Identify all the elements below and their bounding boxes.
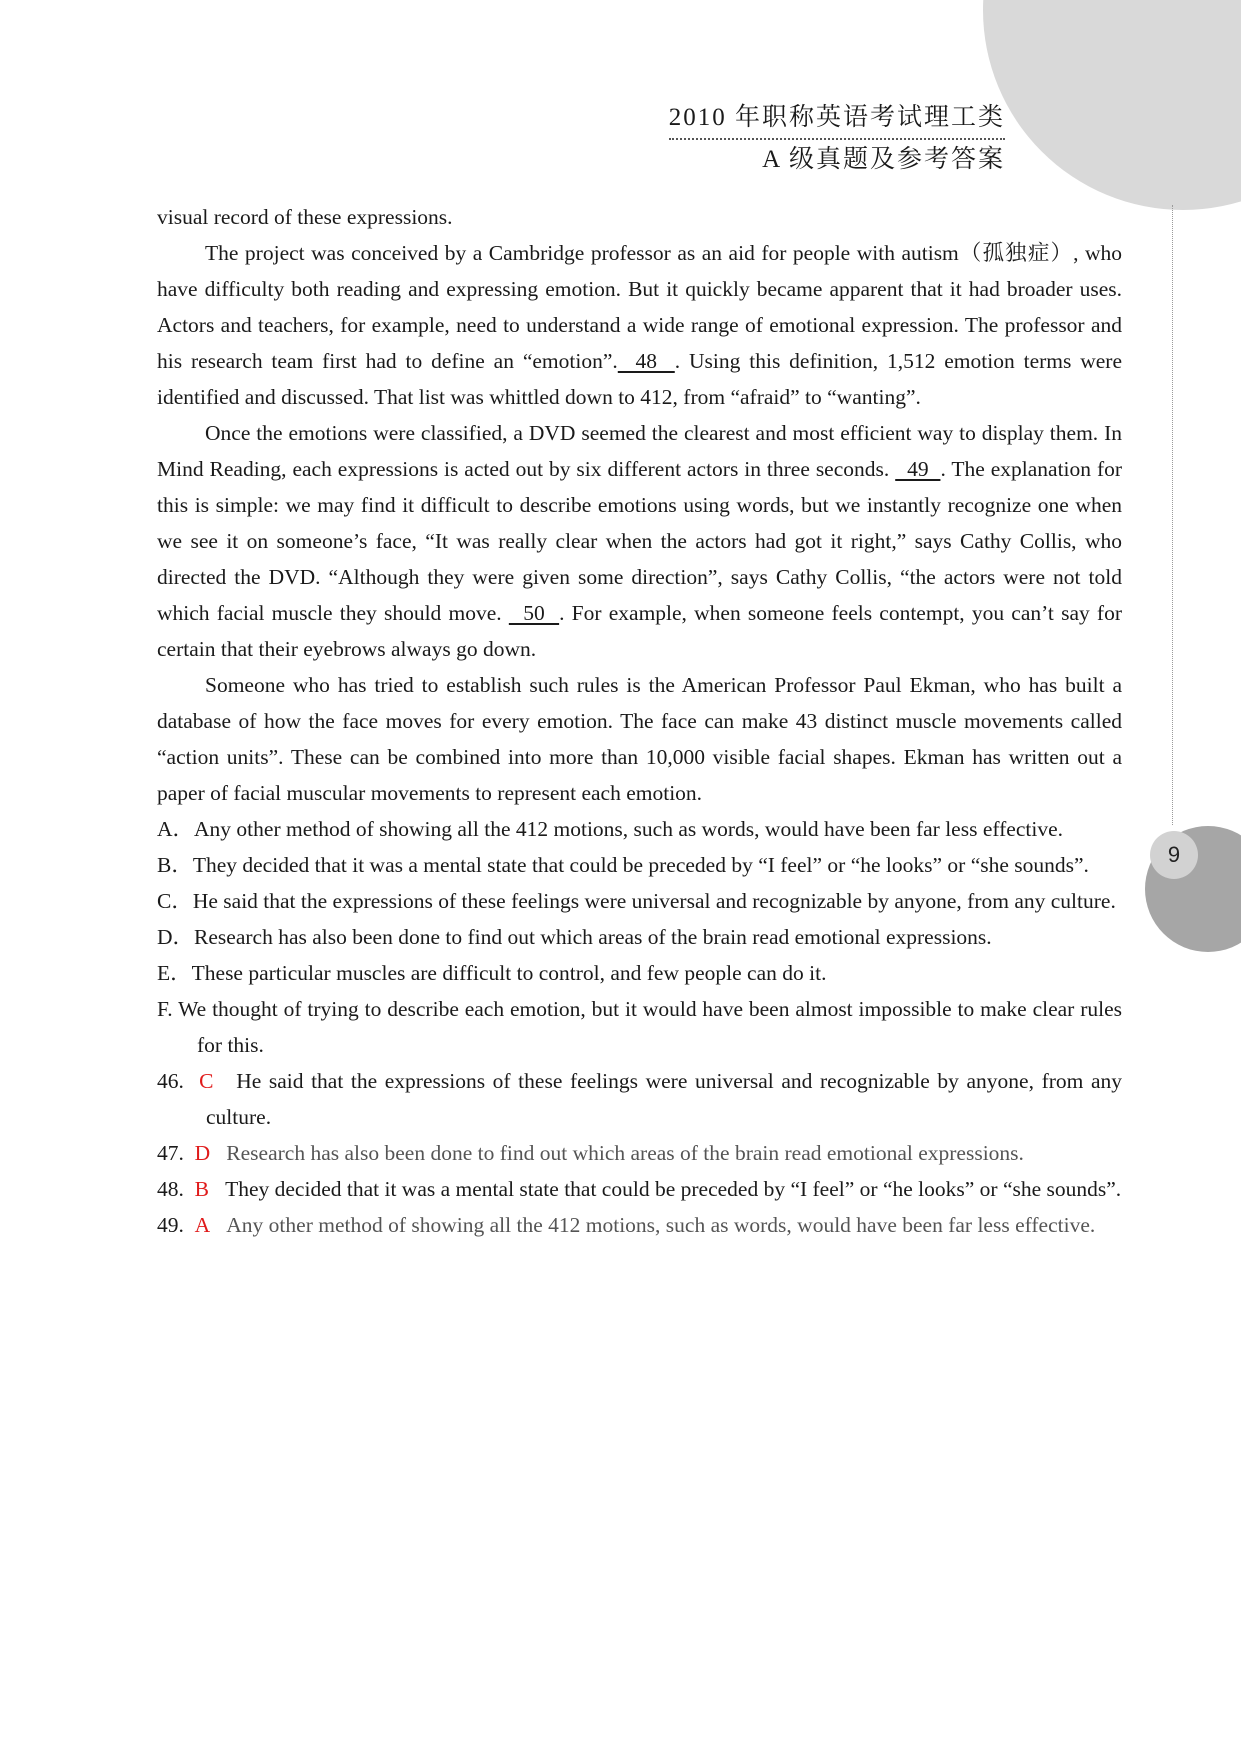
answer-number: 49. <box>157 1213 184 1237</box>
paragraph-project <box>157 235 1122 415</box>
option-item <box>157 883 1122 919</box>
option-text: We thought of trying to describe each emotion, but it would have been almost impossible to make clear rules for this. <box>178 997 1122 1057</box>
paragraph-ekman: Someone who has tried to establish such rules is the American Professor Paul Ekman, who has built a database of how the face moves for every emotion. The face can make 43 distinct muscle movements called “action units”. These can be combined into more than 10,000 visible facial shapes. Ekman has written out a paper of facial muscular movements to represent each emotion. <box>157 673 1122 805</box>
answer-number: 48. <box>157 1177 184 1201</box>
paragraph-continuation: visual record of these expressions. <box>157 205 453 229</box>
option-text: Research has also been done to find out which areas of the brain read emotional expressions. <box>194 925 992 949</box>
options-list <box>157 811 1122 1063</box>
answer-item <box>157 1171 1122 1207</box>
paragraph-text: Once the emotions were classified, a DVD seemed the clearest and most efficient way to display them. In Mind Reading, each expressions is acted out by six different actors in three seconds. <box>157 421 1122 481</box>
option-text: These particular muscles are difficult to control, and few people can do it. <box>191 961 827 985</box>
paragraph-text: . For example, when someone feels contempt, you can’t say for certain that their eyebrows always go down. <box>157 601 1122 661</box>
blank-48: 48 <box>617 349 675 373</box>
blank-50: 50 <box>508 601 560 625</box>
blank-49: 49 <box>895 457 941 481</box>
page-number: 9 <box>1150 831 1198 879</box>
running-header <box>669 100 1005 177</box>
option-item <box>157 991 1122 1063</box>
header-subtitle: A 级真题及参考答案 <box>762 146 1005 173</box>
option-text: They decided that it was a mental state that could be preceded by “I feel” or “he looks” or “she sounds”. <box>192 853 1089 877</box>
page-body <box>157 199 1122 1243</box>
answer-letter: D <box>194 1141 211 1165</box>
answer-item <box>157 1063 1122 1135</box>
option-item <box>157 919 1122 955</box>
answer-item <box>157 1135 1122 1171</box>
margin-dotted-line <box>1172 205 1173 825</box>
answer-item <box>157 1207 1122 1243</box>
option-text: Any other method of showing all the 412 motions, such as words, would have been far less effective. <box>194 817 1063 841</box>
answer-key <box>157 1063 1122 1243</box>
answer-number: 46. <box>157 1069 184 1093</box>
option-letter: A． <box>157 817 195 841</box>
answer-text: He said that the expressions of these feelings were universal and recognizable by anyone, from any culture. <box>206 1069 1122 1129</box>
answer-text: Research has also been done to find out which areas of the brain read emotional expressions. <box>226 1141 1024 1165</box>
answer-text: Any other method of showing all the 412 motions, such as words, would have been far less effective. <box>226 1213 1096 1237</box>
option-text: He said that the expressions of these feelings were universal and recognizable by anyone, from any culture. <box>192 889 1116 913</box>
header-title: 2010 年职称英语考试理工类 <box>669 100 1005 140</box>
option-item <box>157 955 1122 991</box>
answer-number: 47. <box>157 1141 184 1165</box>
option-letter: C． <box>157 889 193 913</box>
paragraph-text: . Using this definition, 1,512 emotion terms were identified and discussed. That list was whittled down to 412, from “afraid” to “wanting”. <box>157 349 1123 409</box>
option-letter: F. <box>157 997 173 1021</box>
answer-letter: B <box>194 1177 209 1201</box>
paragraph-text: The project was conceived by a Cambridge professor as an aid for people with autism（孤独症）, who have difficulty both reading and expressing emotion. But it quickly became apparent that it had broader uses. Actors and teachers, for example, need to understand a wide range of emotional expression. The professor and his research team first had to define an “emotion”. <box>157 241 1122 373</box>
header-decor-circle <box>983 0 1241 210</box>
paragraph-dvd <box>157 415 1122 667</box>
option-letter: D． <box>157 925 195 949</box>
paragraph-text: . The explanation for this is simple: we may find it difficult to describe emotions using words, but we instantly recognize one when we see it on someone’s face, “It was really clear when the actors had got it right,” says Cathy Collis, who directed the DVD. “Although they were given some direction”, says Cathy Collis, “the actors were not told which facial muscle they should move. <box>157 457 1123 625</box>
answer-text: They decided that it was a mental state that could be preceded by “I feel” or “he looks” or “she sounds”. <box>225 1177 1122 1201</box>
option-item <box>157 847 1122 883</box>
option-letter: E． <box>157 961 192 985</box>
answer-letter: C <box>199 1069 214 1093</box>
answer-letter: A <box>194 1213 211 1237</box>
option-letter: B． <box>157 853 193 877</box>
option-item <box>157 811 1122 847</box>
